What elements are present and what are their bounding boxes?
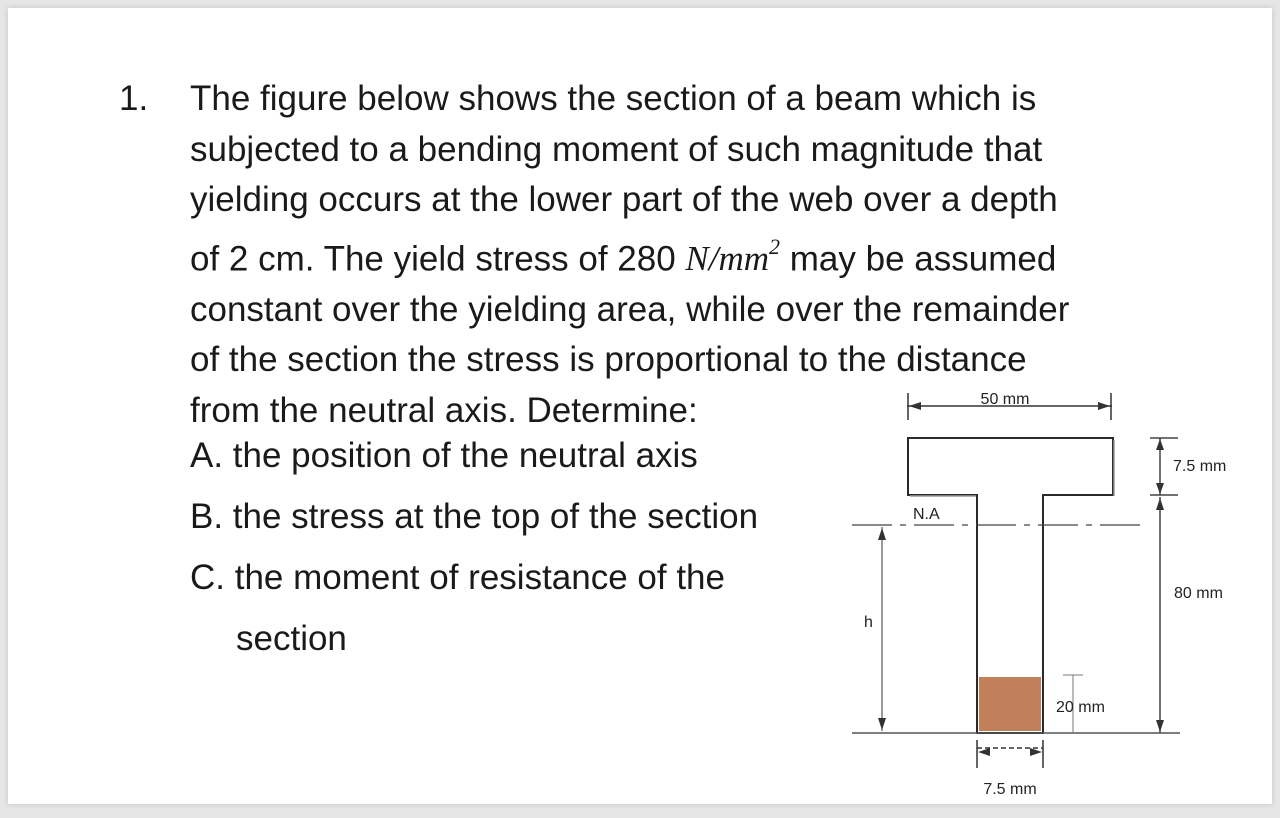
option-a: A. the position of the neutral axis (190, 436, 698, 475)
flange-thickness-label: 7.5 mm (1173, 458, 1227, 475)
question-line: constant over the yielding area, while over the remainder (190, 289, 1070, 329)
flange-width-dimension (907, 391, 1112, 420)
neutral-axis (852, 506, 1140, 525)
yield-stress-text: of 2 cm. The yield stress of 280 (190, 239, 686, 279)
h-label: h (864, 614, 873, 631)
option-b: B. the stress at the top of the section (190, 497, 759, 536)
question-line: The figure below shows the section of a beam which is (190, 79, 1037, 118)
yield-depth-dimension (1056, 675, 1105, 733)
yield-stress-text-end: may be assumed (780, 239, 1057, 279)
h-dimension (864, 527, 886, 731)
yield-stress-unit: $N/mm^2$ (685, 233, 781, 279)
web-thickness-dimension (977, 740, 1043, 798)
question-line: subjected to a bending moment of such magnitude that (190, 129, 1043, 169)
web-thickness-label: 7.5 mm (983, 781, 1037, 798)
flange-width-label: 50 mm (980, 391, 1030, 408)
question-number: 1. (119, 79, 149, 118)
yield-region (979, 677, 1041, 731)
yield-depth-label: 20 mm (1056, 699, 1105, 716)
option-c: C. the moment of resistance of the (190, 558, 725, 597)
question-line: of the section the stress is proportional to the distance (190, 340, 1027, 380)
total-depth-dimension (1156, 497, 1223, 733)
neutral-axis-label: N.A (913, 506, 940, 523)
option-c-continued: section (236, 619, 347, 658)
question-line: from the neutral axis. Determine: (190, 390, 698, 430)
flange-thickness-dimension (1150, 438, 1226, 495)
total-depth-label: 80 mm (1174, 585, 1223, 602)
question-line: yielding occurs at the lower part of the web over a depth (190, 180, 1058, 219)
